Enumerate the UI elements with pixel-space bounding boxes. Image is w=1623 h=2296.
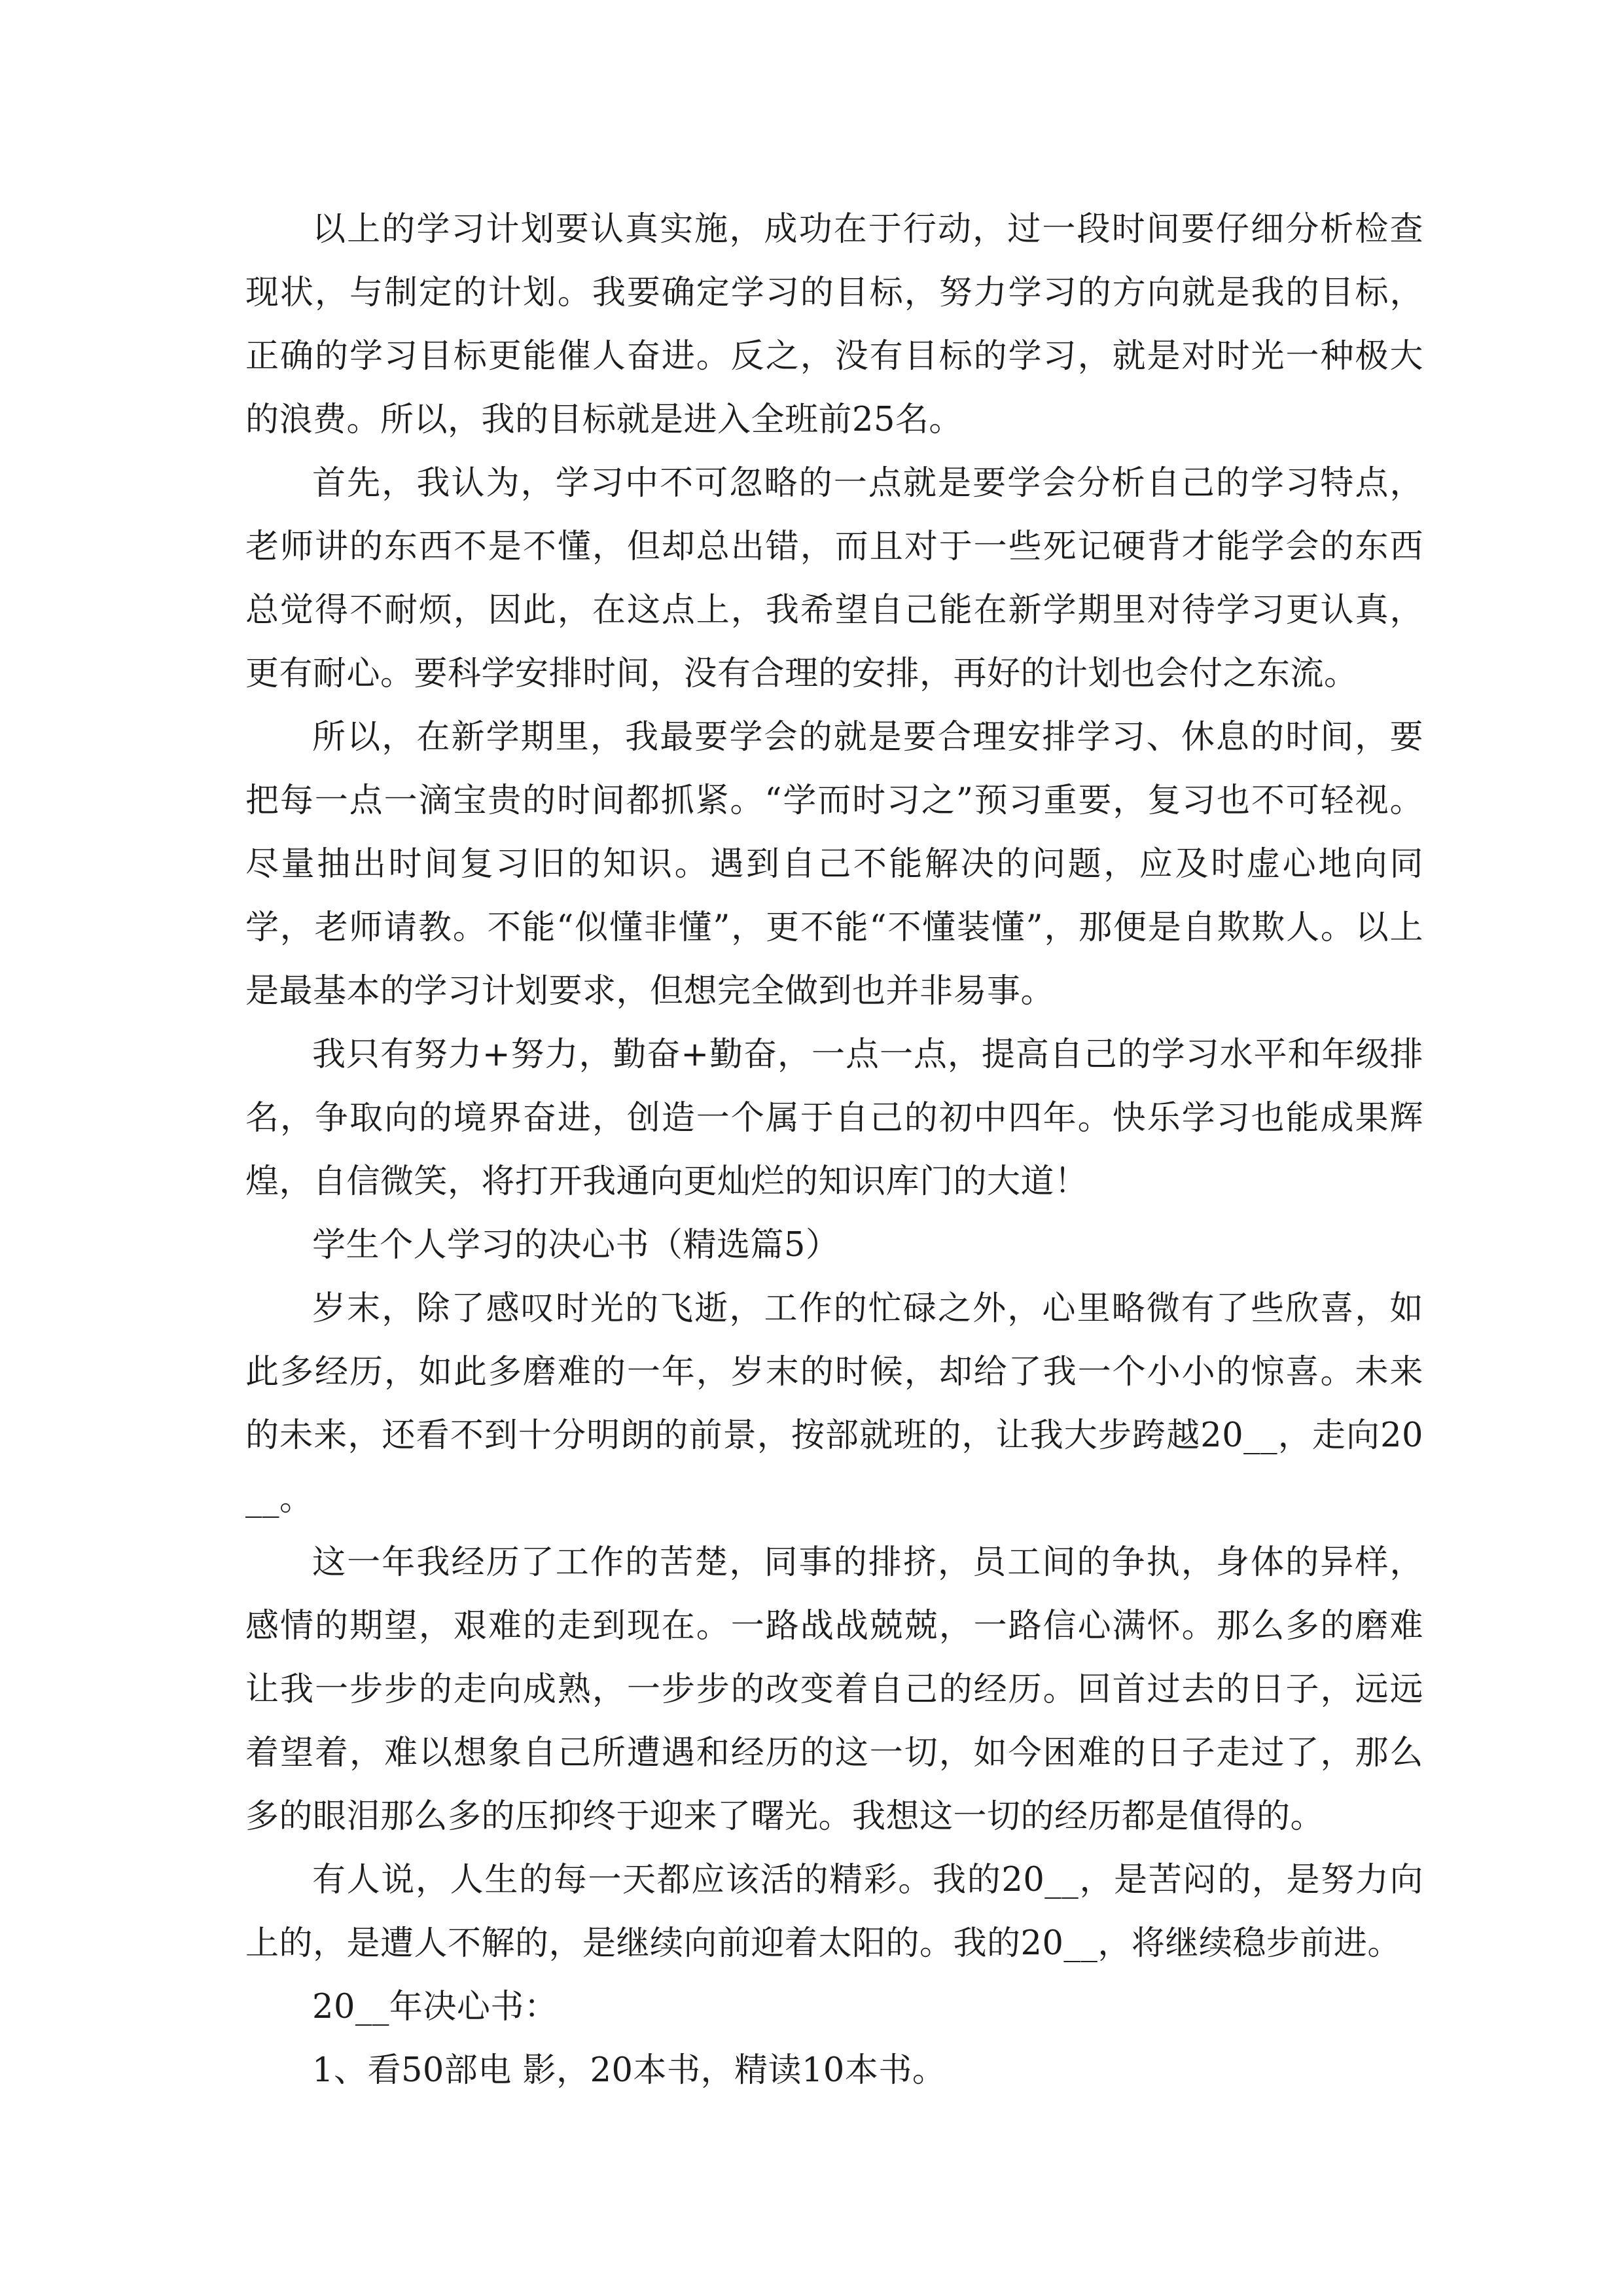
document-page	[245, 198, 1423, 2102]
paragraph-study-habits: 首先，我认为，学习中不可忽略的一点就是要学会分析自己的学习特点，老师讲的东西不是不懂，但却总出错，而且对于一些死记硬背才能学会的东西总觉得不耐烦，因此，在这点上，我希望自己能在新学期里对待学习更认真，更有耐心。要科学安排时间，没有合理的安排，再好的计划也会付之东流。	[245, 464, 1423, 693]
paragraph-study-plan-goal: 以上的学习计划要认真实施，成功在于行动，过一段时间要仔细分析检查现状，与制定的计划。我要确定学习的目标，努力学习的方向就是我的目标，正确的学习目标更能催人奋进。反之，没有目标的学习，就是对时光一种极大的浪费。所以，我的目标就是进入全班前25名。	[245, 210, 1423, 439]
paragraph-life-wonderful: 有人说，人生的每一天都应该活的精彩。我的20__，是苦闷的，是努力向上的，是遭人不解的，是继续向前迎着太阳的。我的20__，将继续稳步前进。	[245, 1861, 1423, 1963]
section-heading: 学生个人学习的决心书（精选篇5）	[312, 1226, 840, 1265]
resolution-item-1: 1、看50部电 影，20本书，精读10本书。	[312, 2051, 946, 2090]
paragraph-hardships: 这一年我经历了工作的苦楚，同事的排挤，员工间的争执，身体的异样，感情的期望，艰难的走到现在。一路战战兢兢，一路信心满怀。那么多的磨难让我一步步的走向成熟，一步步的改变着自己的经历。回首过去的日子，远远着望着，难以想象自己所遭遇和经历的这一切，如今困难的日子走过了，那么多的眼泪那么多的压抑终于迎来了曙光。我想这一切的经历都是值得的。	[245, 1543, 1423, 1836]
paragraph-year-end: 岁末，除了感叹时光的飞逝，工作的忙碌之外，心里略微有了些欣喜，如此多经历，如此多磨难的一年，岁末的时候，却给了我一个小小的惊喜。未来的未来，还看不到十分明朗的前景，按部就班的，让我大步跨越20__，走向20__。	[245, 1289, 1423, 1518]
paragraph-time-management: 所以，在新学期里，我最要学会的就是要合理安排学习、休息的时间，要把每一点一滴宝贵的时间都抓紧。“学而时习之”预习重要，复习也不可轻视。尽量抽出时间复习旧的知识。遇到自己不能解决的问题，应及时虚心地向同学，老师请教。不能“似懂非懂”，更不能“不懂装懂”，那便是自欺欺人。以上是最基本的学习计划要求，但想完全做到也并非易事。	[245, 718, 1423, 1011]
paragraph-effort: 我只有努力+努力，勤奋+勤奋，一点一点，提高自己的学习水平和年级排名，争取向的境界奋进，创造一个属于自己的初中四年。快乐学习也能成果辉煌，自信微笑，将打开我通向更灿烂的知识库门的大道！	[245, 1035, 1423, 1201]
resolution-heading: 20__年决心书：	[312, 1988, 558, 2026]
